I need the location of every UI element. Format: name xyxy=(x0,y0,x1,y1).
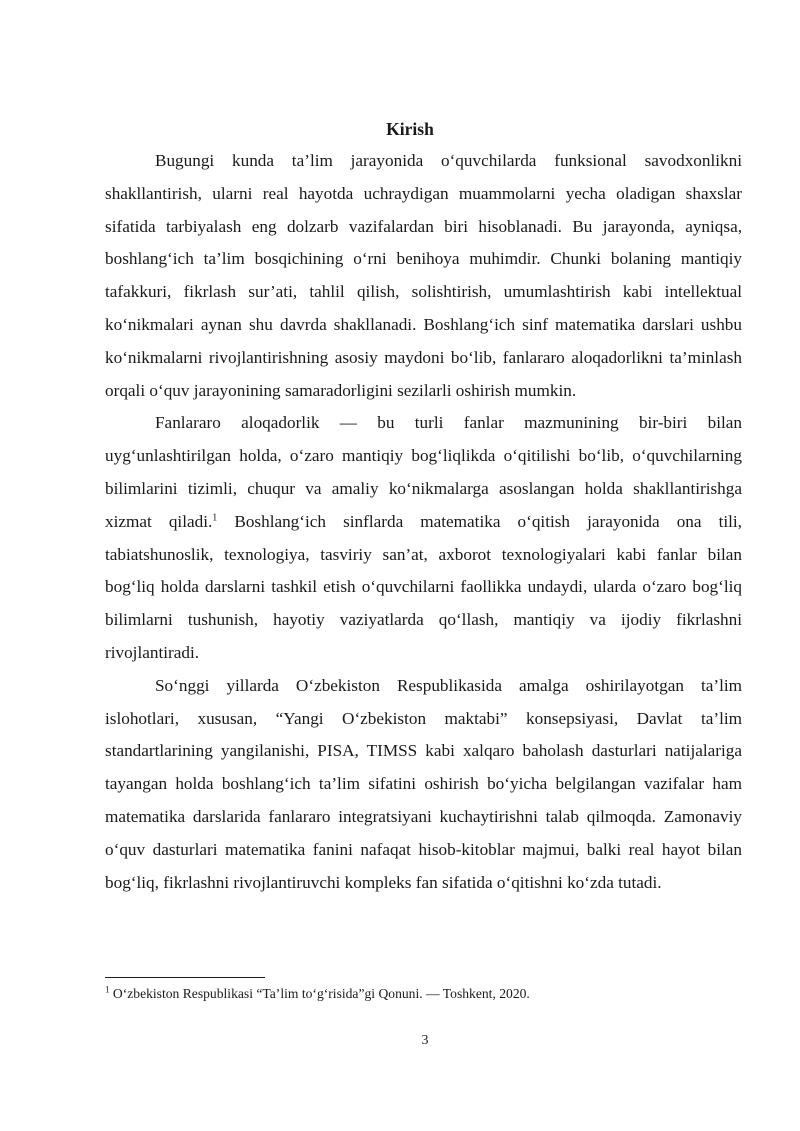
footnote-text: O‘zbekiston Respublikasi “Ta’lim to‘g‘risida”gi Qonuni. — Toshkent, 2020. xyxy=(109,986,530,1001)
footnote xyxy=(105,985,742,1003)
footnote-number: 1 xyxy=(105,984,110,995)
paragraph-3: So‘nggi yillarda O‘zbekiston Respublikasida amalga oshirilayotgan ta’lim islohotlari, xususan, “Yangi O‘zbekiston maktabi” konsepsiyasi, Davlat ta’lim standartlarining yangilanishi, PISA, TIMSS kabi xalqaro baholash dasturlari natijalariga tayangan holda boshlang‘ich ta’lim sifatini oshirish bo‘yicha belgilangan vazifalar ham matematika darslarida fanlararo integratsiyani kuchaytirishni talab qilmoqda. Zamonaviy o‘quv dasturlari matematika fanini nafaqat hisob-kitoblar majmui, balki real hayot bilan bog‘liq, fikrlashni rivojlantiruvchi kompleks fan sifatida o‘qitishni ko‘zda tutadi. xyxy=(105,675,742,892)
paragraph-2 xyxy=(105,407,742,669)
paragraph-2-text-after-ref: Boshlang‘ich sinflarda matematika o‘qitish jarayonida ona tili, tabiatshunoslik, texnologiya, tasviriy san’at, axborot texnologiyalari kabi fanlar bilan bog‘liq holda darslarni tashkil etish o‘quvchilarni faollikka undaydi, ularda o‘zaro bog‘liq bilimlarni tushunish, hayotiy vaziyatlarda qo‘llash, mantiqiy va ijodiy fikrlashni rivojlantiradi. xyxy=(105,511,742,662)
body-text xyxy=(105,145,742,899)
footnote-separator xyxy=(105,977,265,978)
footnote-reference[interactable]: 1 xyxy=(212,512,218,524)
section-heading: Kirish xyxy=(386,119,434,139)
page-number: 3 xyxy=(421,1033,429,1048)
paragraph-1: Bugungi kunda ta’lim jarayonida o‘quvchilarda funksional savodxonlikni shakllantirish, ularni real hayotda uchraydigan muammolarni yecha oladigan shaxslar sifatida tarbiyalash eng dolzarb vazifalardan biri hisoblanadi. Bu jarayonda, ayniqsa, boshlang‘ich ta’lim bosqichining o‘rni benihoya muhimdir. Chunki bolaning mantiqiy tafakkuri, fikrlash sur’ati, tahlil qilish, solishtirish, umumlashtirish kabi intellektual ko‘nikmalari aynan shu davrda shakllanadi. Boshlang‘ich sinf matematika darslari ushbu ko‘nikmalarni rivojlantirishning asosiy maydoni bo‘lib, fanlararo aloqadorlikni ta’minlash orqali o‘quv jarayonining samaradorligini sezilarli oshirish mumkin. xyxy=(105,151,742,400)
paragraph-2-text-before-ref: Fanlararo aloqadorlik — bu turli fanlar mazmunining bir-biri bilan uyg‘unlashtirilgan holda, o‘zaro mantiqiy bog‘liqlikda o‘qitilishi bo‘lib, o‘quvchilarning bilimlarini tizimli, chuqur va amaliy ko‘nikmalarga asoslangan holda shakllantirishga xizmat qiladi. xyxy=(105,413,742,531)
